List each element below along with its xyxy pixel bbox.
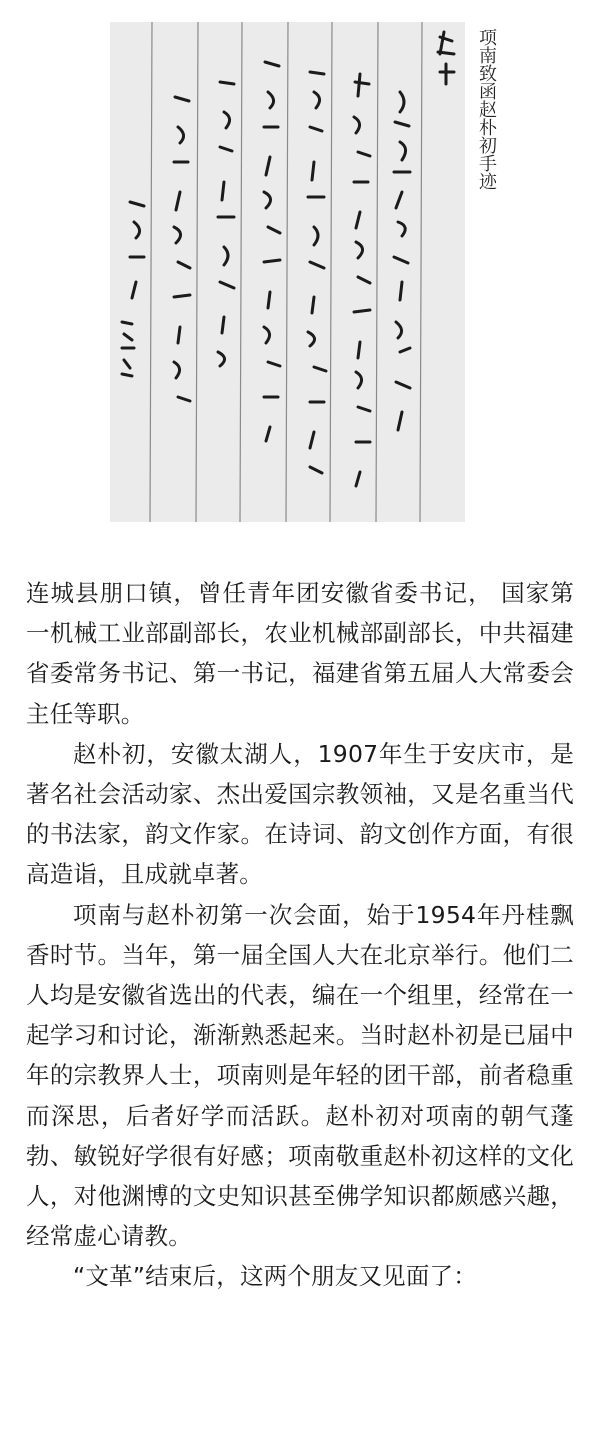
figure-caption: 项南致函赵朴初手迹 xyxy=(476,28,497,190)
paragraph-2: 赵朴初，安徽太湖人，1907年生于安庆市，是著名社会活动家、杰出爱国宗教领袖，又是名重当代的书法家，韵文作家。在诗词、韵文创作方面，有很高造诣，且成就卓著。 xyxy=(26,739,574,889)
paragraph-1: 连城县朋口镇，曾任青年团安徽省委书记， 国家第一机械工业部副部长，农业机械部副部长，中共福建省委常务书记、第一书记，福建省第五届人大常委会主任等职。 xyxy=(26,579,574,728)
handwritten-letter-image xyxy=(110,22,465,522)
article-body xyxy=(26,573,574,1297)
paragraph-4: “文革”结束后，这两个朋友又见面了： xyxy=(73,1262,477,1291)
letter-sketch xyxy=(110,22,465,522)
paragraph-3: 项南与赵朴初第一次会面，始于1954年丹桂飘香时节。当年，第一届全国人大在北京举行。他们二人均是安徽省选出的代表，编在一个组里，经常在一起学习和讨论，渐渐熟悉起来。当时赵朴初是已届中年的宗教界人士，项南则是年轻的团干部，前者稳重而深思，后者好学而活跃。赵朴初对项南的朝气蓬勃、敏锐好学很有好感；项南敬重赵朴初这样的文化人，对他渊博的文史知识甚至佛学知识都颇感兴趣，经常虚心请教。 xyxy=(26,900,574,1251)
